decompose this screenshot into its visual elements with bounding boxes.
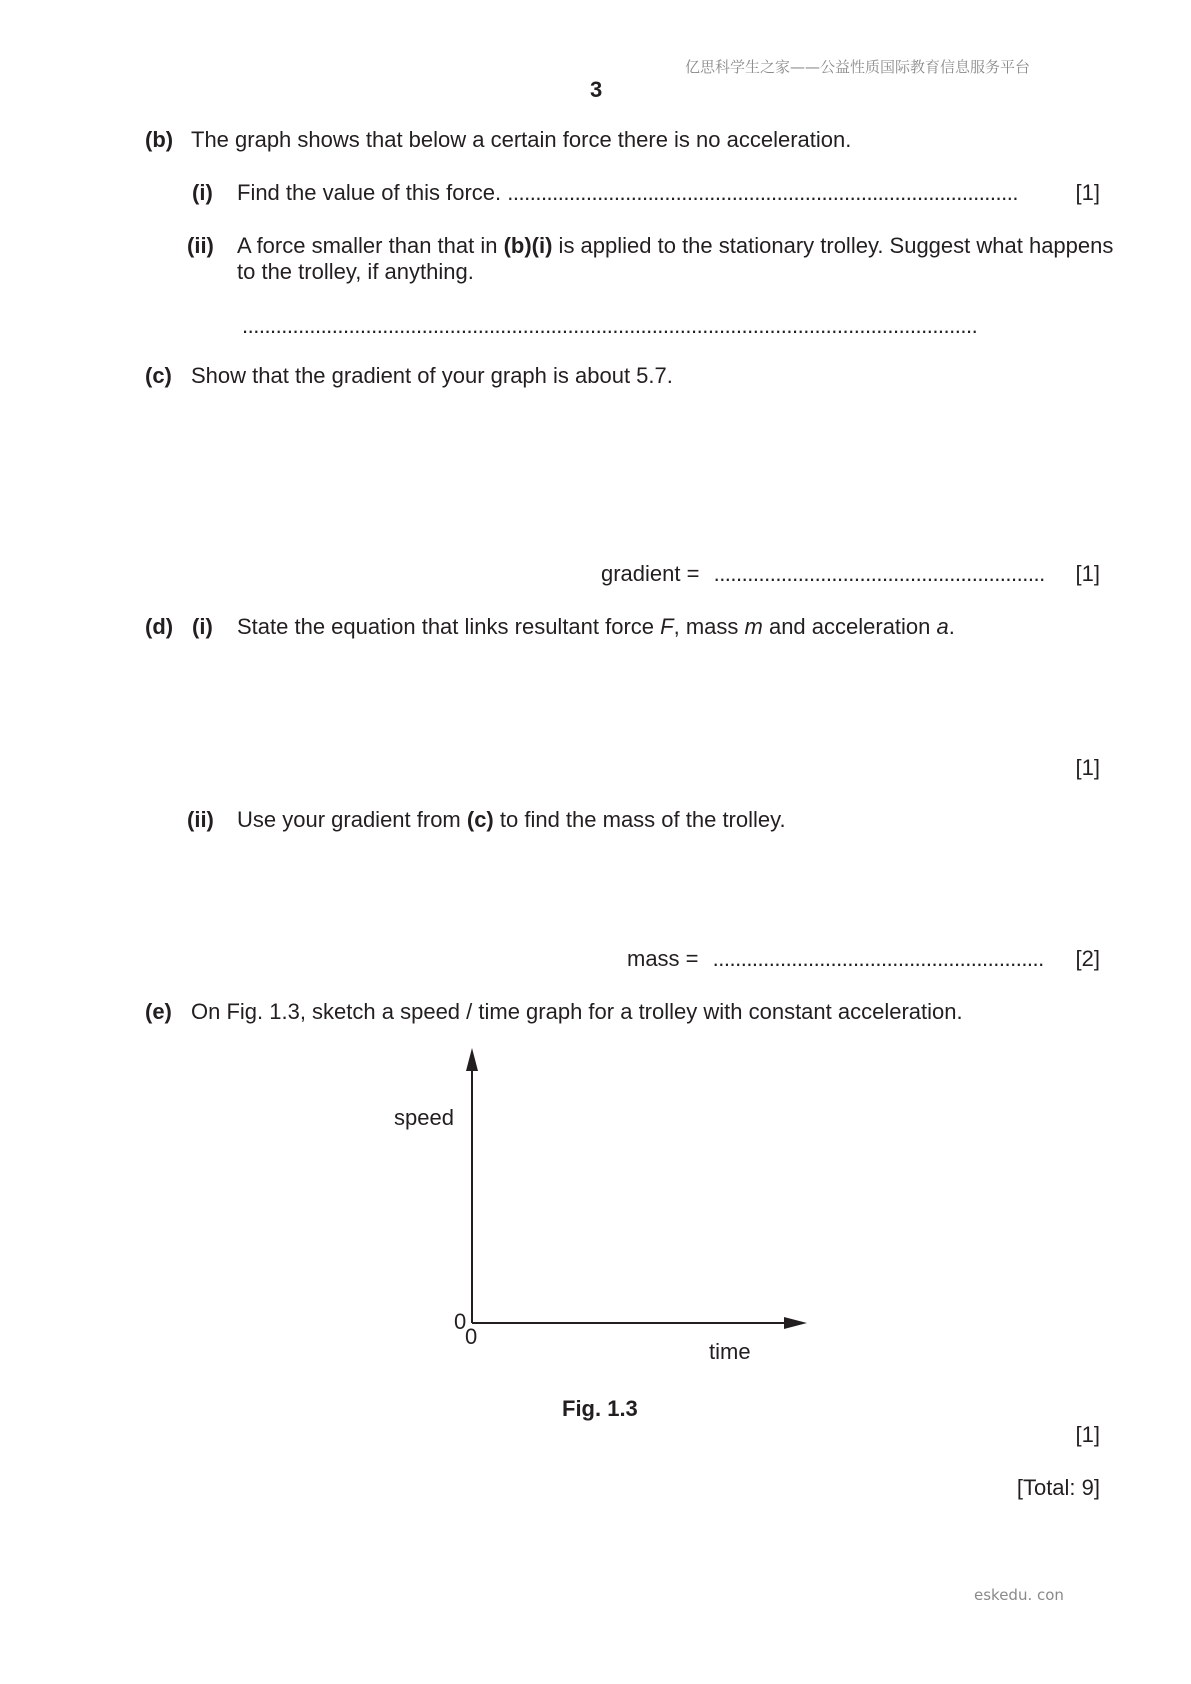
- part-b-i-label: (i): [192, 180, 213, 205]
- mass-label: mass =: [627, 946, 705, 971]
- gradient-label: gradient =: [601, 561, 706, 586]
- part-b-ii-text-before: A force smaller than that in: [237, 233, 504, 258]
- part-b-text: The graph shows that below a certain force there is no acceleration.: [191, 127, 852, 152]
- part-d-ii-answer-line: [627, 946, 1100, 972]
- part-d-ii-marks: [2]: [1075, 946, 1100, 971]
- part-d-i-text-1: State the equation that links resultant force: [237, 614, 661, 639]
- y-origin-label: 0: [454, 1309, 467, 1334]
- part-d-i-text-4: .: [948, 614, 955, 639]
- part-d-ii-text-after: to find the mass of the trolley.: [493, 807, 786, 832]
- part-d-label: (d): [145, 614, 174, 639]
- speed-time-axes[interactable]: [440, 1040, 820, 1340]
- part-e-text: On Fig. 1.3, sketch a speed / time graph for a trolley with constant acceleration.: [191, 999, 963, 1024]
- footer-watermark: eskedu. con: [974, 1586, 1064, 1604]
- x-axis-arrow-icon: [784, 1317, 807, 1329]
- part-c-answer-line: [601, 561, 1100, 587]
- figure-caption: Fig. 1.3: [562, 1396, 638, 1421]
- part-e-marks: [1]: [1075, 1422, 1100, 1447]
- part-b-ii-line2: to the trolley, if anything.: [237, 259, 474, 284]
- y-axis-label: speed: [394, 1105, 454, 1130]
- mass-answer-dots[interactable]: ...........................................................: [712, 946, 1044, 971]
- part-d-ii-text-before: Use your gradient from: [237, 807, 467, 832]
- part-d-i-text: [237, 614, 955, 640]
- x-origin-label: 0: [465, 1324, 478, 1349]
- part-d-i-text-2: , mass: [673, 614, 745, 639]
- part-d-ii-label: (ii): [187, 807, 214, 832]
- part-b-i-line: [237, 180, 1100, 206]
- x-axis-label: time: [709, 1339, 751, 1364]
- symbol-F: F: [660, 614, 674, 639]
- part-d-i-marks: [1]: [1075, 755, 1100, 780]
- y-axis-arrow-icon: [466, 1048, 478, 1071]
- part-c-label: (c): [145, 363, 172, 388]
- part-d-ii-text: [237, 807, 786, 833]
- symbol-m: m: [744, 614, 763, 639]
- part-d-i-label: (i): [192, 614, 213, 639]
- part-b-i-text: Find the value of this force.: [237, 180, 508, 205]
- part-b-ii-label: (ii): [187, 233, 214, 258]
- part-b-label: (b): [145, 127, 174, 152]
- part-d-ii-ref: (c): [466, 807, 494, 832]
- part-b-ii-text-after: is applied to the stationary trolley. Suggest what happens: [552, 233, 1114, 258]
- part-c-marks: [1]: [1075, 561, 1100, 586]
- gradient-answer-dots[interactable]: ...........................................................: [713, 561, 1045, 586]
- part-d-i-text-3: and acceleration: [762, 614, 937, 639]
- part-b-i-marks: [1]: [1075, 180, 1100, 205]
- part-c-text: Show that the gradient of your graph is about 5.7.: [191, 363, 673, 388]
- part-b-ii-text: [237, 233, 1113, 259]
- total-marks: [Total: 9]: [1016, 1475, 1100, 1500]
- page-number: 3: [590, 77, 603, 102]
- part-b-ii-answer-dots[interactable]: ...................................................................................................................................: [242, 313, 978, 338]
- part-e-label: (e): [145, 999, 172, 1024]
- symbol-a: a: [936, 614, 949, 639]
- header-watermark: 亿思科学生之家——公益性质国际教育信息服务平台: [685, 58, 1031, 76]
- part-b-ii-ref: (b)(i): [503, 233, 553, 258]
- part-b-i-dots: ...........................................................................................: [507, 180, 1018, 205]
